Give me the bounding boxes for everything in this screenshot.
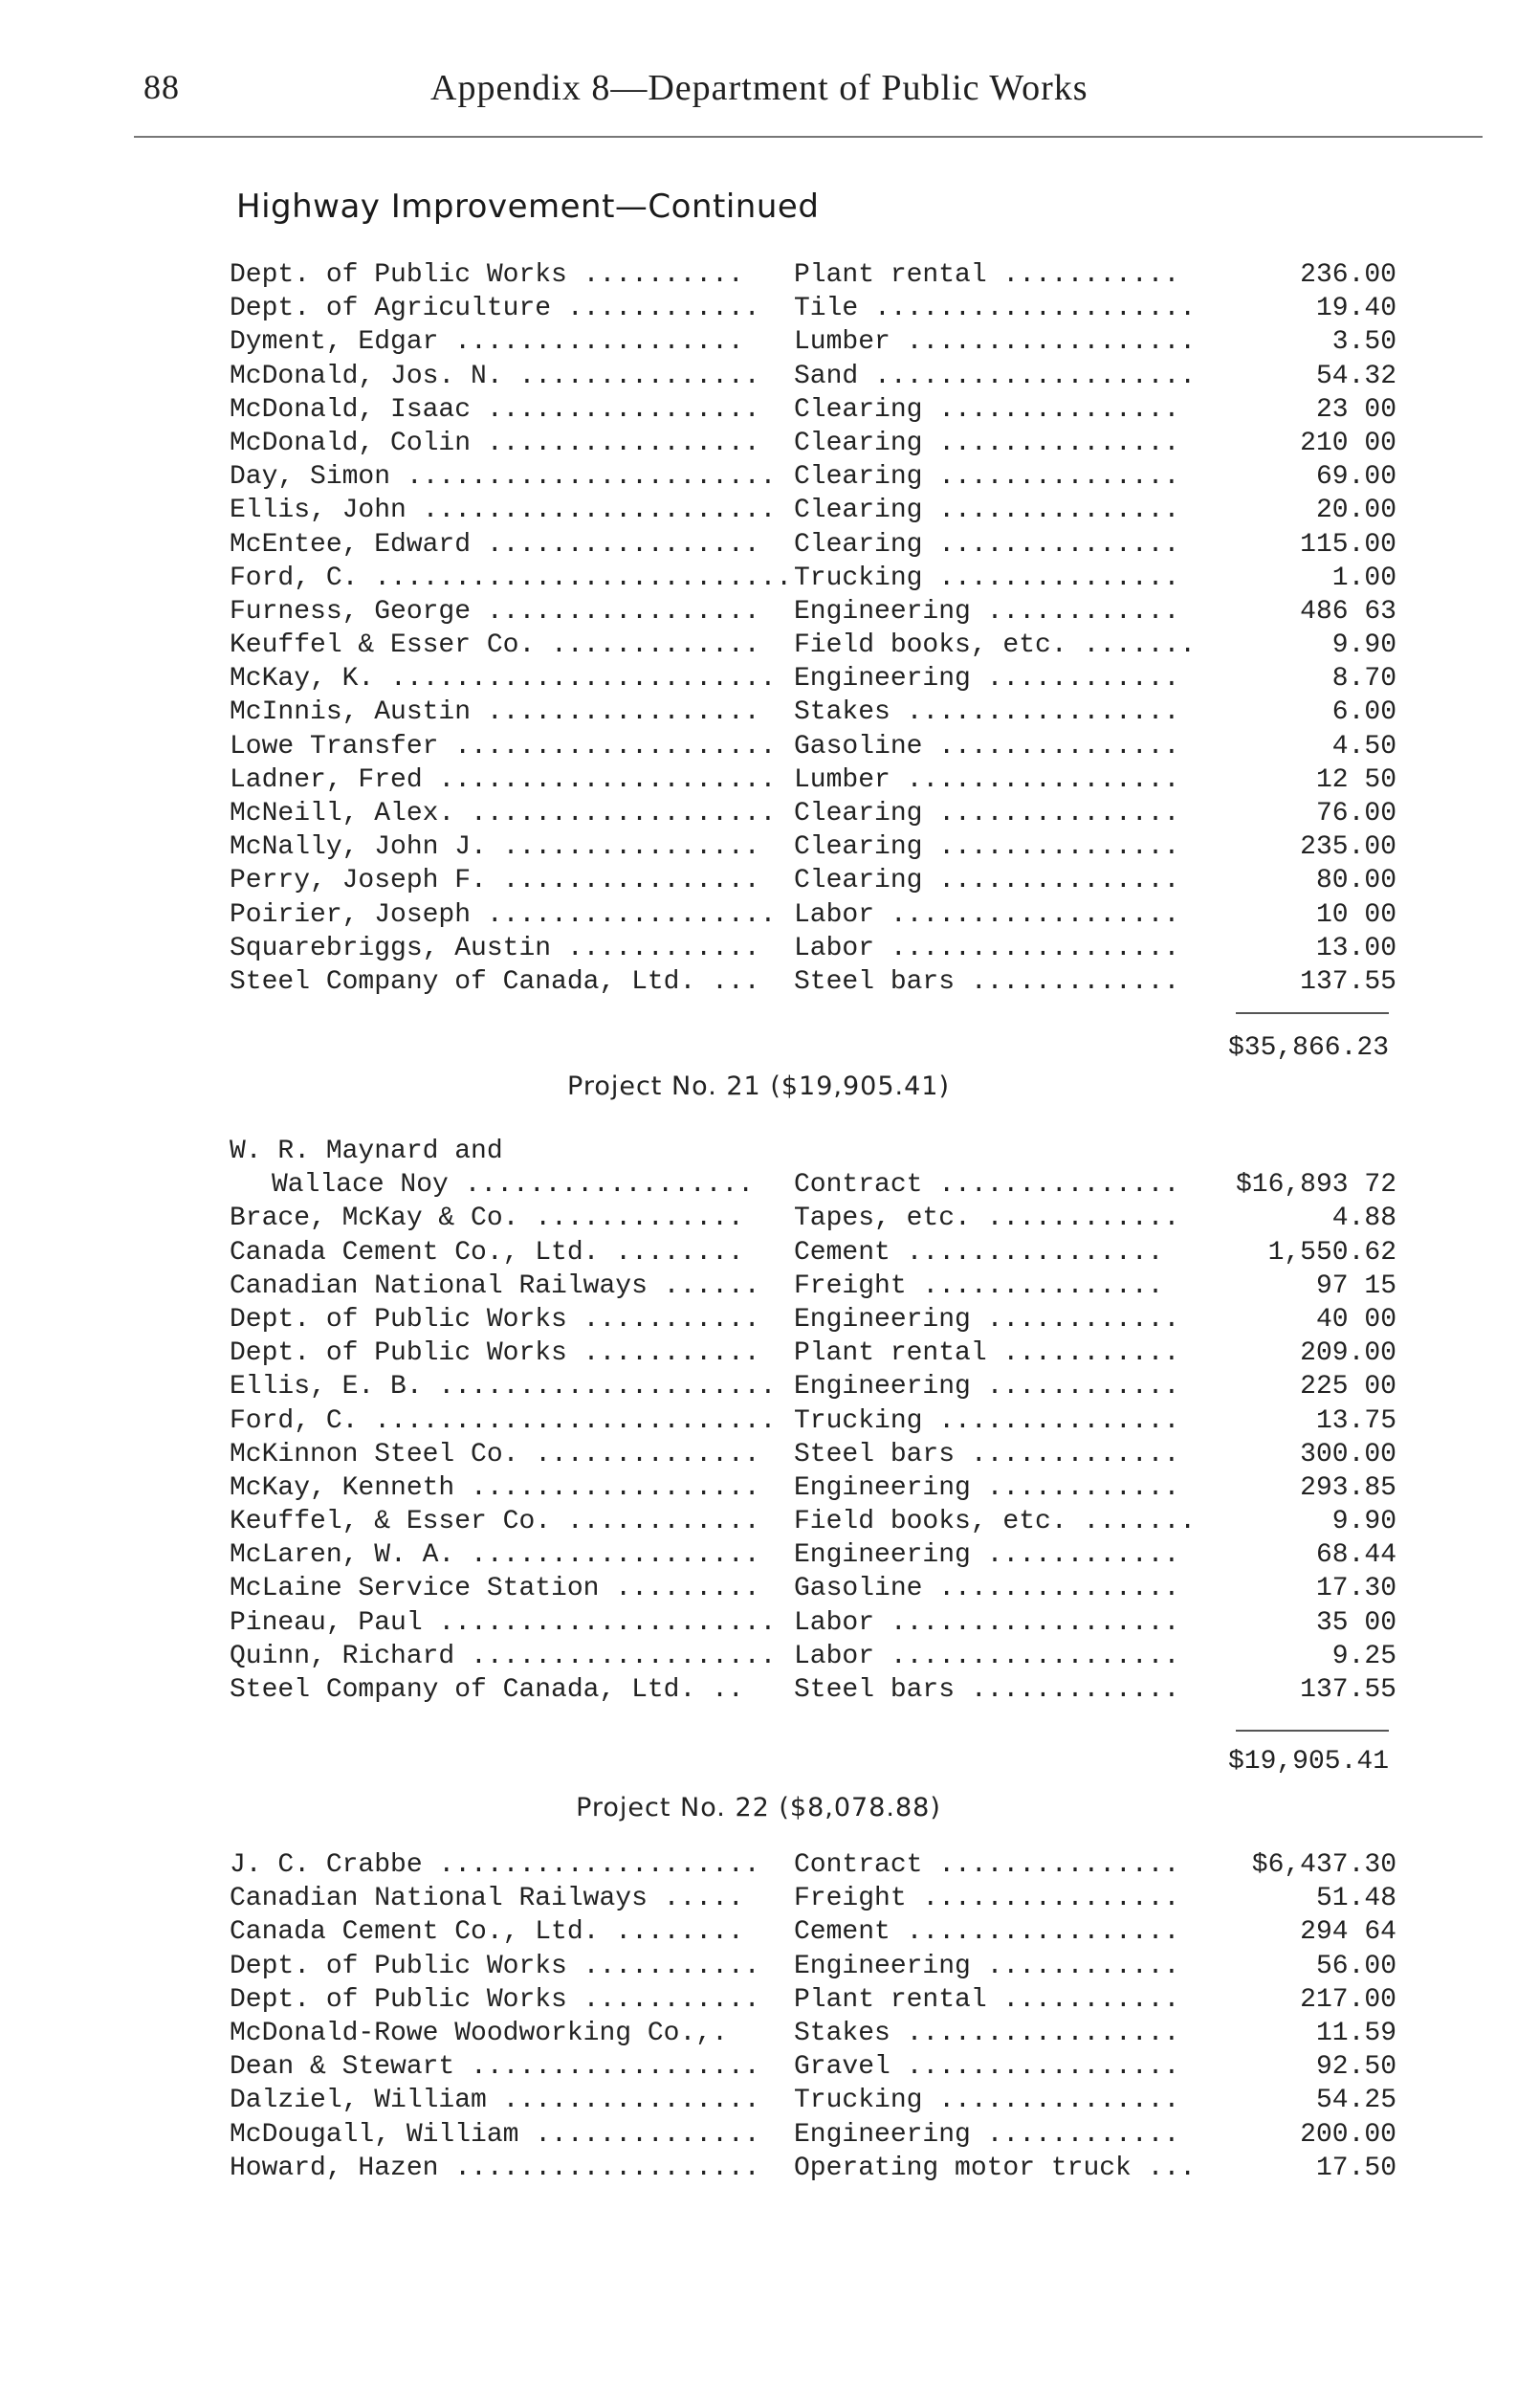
item-amount: 54.32 <box>1315 361 1396 391</box>
payee-name: Keuffel, & Esser Co. ............ <box>230 1507 760 1537</box>
item-description: Engineering ............ <box>794 1372 1180 1403</box>
project-22-heading: Project No. 22 ($8,078.88) <box>576 1793 941 1823</box>
item-amount: 294 64 <box>1300 1917 1396 1948</box>
item-description: Engineering ............ <box>794 2119 1180 2150</box>
item-amount: 236.00 <box>1300 260 1396 290</box>
ledger-row <box>230 1882 1396 1915</box>
item-amount: 69.00 <box>1315 462 1396 493</box>
ledger-row <box>230 460 1396 494</box>
ledger-row <box>230 2152 1396 2185</box>
item-description: Labor .................. <box>794 933 1180 963</box>
payee-name: Dept. of Public Works .......... <box>230 260 744 290</box>
item-amount: 19.40 <box>1315 294 1396 324</box>
payee-name: Quinn, Richard ................... <box>230 1641 777 1671</box>
item-description: Gasoline ............... <box>794 1574 1180 1604</box>
ledger-row <box>230 562 1396 595</box>
section-title: Highway Improvement—Continued <box>236 188 820 226</box>
payee-name: Lowe Transfer .................... <box>230 731 777 762</box>
payee-name: Ladner, Fred ..................... <box>230 764 777 795</box>
running-title: Appendix 8—Department of Public Works <box>430 68 1088 108</box>
item-amount: 13.75 <box>1315 1405 1396 1436</box>
payee-name: Dean & Stewart .................. <box>230 2052 760 2083</box>
item-amount: 115.00 <box>1300 529 1396 560</box>
ledger-row <box>230 696 1396 729</box>
item-description: Plant rental ........... <box>794 1338 1180 1369</box>
item-description: Trucking ............... <box>794 1405 1180 1436</box>
ledger-row <box>230 1168 1396 1202</box>
payee-name: Ellis, E. B. ..................... <box>230 1372 777 1403</box>
ledger-row <box>230 864 1396 897</box>
ledger-row <box>230 528 1396 562</box>
ledger-row <box>230 1404 1396 1438</box>
item-amount: 17.30 <box>1315 1574 1396 1604</box>
item-description: Clearing ............... <box>794 799 1180 828</box>
project-21-heading: Project No. 21 ($19,905.41) <box>567 1071 950 1101</box>
ledger-row <box>230 830 1396 864</box>
ledger-row <box>230 595 1396 629</box>
ledger-row <box>230 662 1396 696</box>
payee-name: Perry, Joseph F. ................ <box>230 866 760 896</box>
total-rule <box>1236 1012 1389 1014</box>
ledger-row <box>230 1950 1396 1983</box>
item-description: Plant rental ........... <box>794 1984 1180 2015</box>
item-amount: 9.90 <box>1331 1507 1396 1537</box>
project-21-total: $19,905.41 <box>1227 1747 1389 1777</box>
item-description: Engineering ............ <box>794 1540 1180 1571</box>
continued-ledger <box>230 258 1396 999</box>
payee-name: McDonald, Isaac ................. <box>230 394 760 425</box>
payee-name: McLaren, W. A. .................. <box>230 1540 760 1571</box>
item-amount: 6.00 <box>1331 697 1396 728</box>
item-amount: 12 50 <box>1315 764 1396 795</box>
item-amount: 235.00 <box>1300 832 1396 863</box>
item-description: Steel bars ............. <box>794 966 1180 997</box>
item-description: Cement ................ <box>794 1237 1164 1268</box>
ledger-row <box>230 1236 1396 1270</box>
item-amount: 8.70 <box>1331 664 1396 695</box>
item-description: Labor .................. <box>794 899 1180 930</box>
payee-name: W. R. Maynard and <box>230 1137 503 1166</box>
item-description: Clearing ............... <box>794 832 1180 863</box>
item-description: Contract ............... <box>794 1170 1180 1201</box>
item-amount: 486 63 <box>1300 596 1396 627</box>
item-amount: 300.00 <box>1300 1439 1396 1469</box>
item-description: Engineering ............ <box>794 1951 1180 1981</box>
ledger-row <box>230 2017 1396 2050</box>
ledger-row <box>230 932 1396 965</box>
item-description: Engineering ............ <box>794 596 1180 627</box>
payee-name: Poirier, Joseph .................. <box>230 899 777 930</box>
ledger-row <box>230 1673 1396 1707</box>
ledger-row <box>230 1505 1396 1538</box>
item-description: Steel bars ............. <box>794 1439 1180 1469</box>
item-amount: 137.55 <box>1300 1675 1396 1705</box>
item-amount: 20.00 <box>1315 496 1396 526</box>
ledger-row <box>230 2084 1396 2117</box>
payee-name: McInnis, Austin ................. <box>230 697 760 728</box>
item-amount: 17.50 <box>1315 2153 1396 2183</box>
payee-name: Dyment, Edgar .................. <box>230 327 744 358</box>
item-amount: 293.85 <box>1300 1472 1396 1503</box>
item-description: Sand .................... <box>794 361 1197 391</box>
payee-name: Dept. of Public Works ........... <box>230 1951 760 1981</box>
item-amount: 1,550.62 <box>1267 1237 1396 1268</box>
item-amount: 68.44 <box>1315 1540 1396 1571</box>
item-amount: 11.59 <box>1315 2018 1396 2048</box>
item-description: Stakes ................. <box>794 697 1180 728</box>
item-amount: 92.50 <box>1315 2052 1396 2083</box>
payee-name: Wallace Noy .................. <box>272 1170 755 1201</box>
ledger-row <box>230 1135 1396 1168</box>
ledger-row <box>230 1337 1396 1370</box>
item-description: Tapes, etc. ............ <box>794 1204 1180 1234</box>
item-description: Lumber ................. <box>794 764 1180 795</box>
item-description: Field books, etc. ....... <box>794 630 1197 661</box>
payee-name: McNeill, Alex. ................... <box>230 799 777 828</box>
ledger-row <box>230 393 1396 427</box>
item-amount: $6,437.30 <box>1251 1850 1396 1880</box>
item-description: Stakes ................. <box>794 2018 1180 2048</box>
payee-name: Keuffel & Esser Co. ............. <box>230 630 760 661</box>
payee-name: Furness, George ................. <box>230 596 760 627</box>
payee-name: Steel Company of Canada, Ltd. .. <box>230 1675 744 1705</box>
item-amount: 13.00 <box>1315 933 1396 963</box>
item-description: Operating motor truck ... <box>794 2153 1197 2183</box>
payee-name: McKinnon Steel Co. .............. <box>230 1439 760 1469</box>
item-amount: 1.00 <box>1331 563 1396 593</box>
header-rule <box>134 136 1483 138</box>
item-amount: 10 00 <box>1315 899 1396 930</box>
payee-name: Pineau, Paul ..................... <box>230 1607 777 1638</box>
item-description: Field books, etc. ....... <box>794 1507 1197 1537</box>
page-number: 88 <box>143 68 180 106</box>
total-rule <box>1236 1730 1389 1732</box>
payee-name: McDonald, Colin ................. <box>230 428 760 458</box>
payee-name: Canada Cement Co., Ltd. ........ <box>230 1917 744 1948</box>
item-description: Steel bars ............. <box>794 1675 1180 1705</box>
item-description: Contract ............... <box>794 1850 1180 1880</box>
ledger-row <box>230 1983 1396 2017</box>
item-description: Labor .................. <box>794 1641 1180 1671</box>
payee-name: Howard, Hazen ................... <box>230 2153 760 2183</box>
ledger-row <box>230 1471 1396 1505</box>
item-description: Clearing ............... <box>794 866 1180 896</box>
item-amount: 80.00 <box>1315 866 1396 896</box>
ledger-row <box>230 730 1396 763</box>
item-description: Clearing ............... <box>794 496 1180 526</box>
payee-name: Canada Cement Co., Ltd. ........ <box>230 1237 744 1268</box>
item-amount: 23 00 <box>1315 394 1396 425</box>
ledger-row <box>230 763 1396 797</box>
item-description: Engineering ............ <box>794 1472 1180 1503</box>
ledger-row <box>230 1438 1396 1471</box>
payee-name: McDougall, William .............. <box>230 2119 760 2150</box>
ledger-row <box>230 360 1396 393</box>
item-description: Freight ............... <box>794 1270 1164 1301</box>
item-amount: 225 00 <box>1300 1372 1396 1403</box>
payee-name: Ford, C. .......................... <box>230 563 793 593</box>
item-description: Labor .................. <box>794 1607 1180 1638</box>
payee-name: Brace, McKay & Co. ............. <box>230 1204 744 1234</box>
item-amount: 40 00 <box>1315 1304 1396 1335</box>
item-amount: 4.88 <box>1331 1204 1396 1234</box>
item-amount: 4.50 <box>1331 731 1396 762</box>
item-amount: 3.50 <box>1331 327 1396 358</box>
payee-name: Dalziel, William ................ <box>230 2086 760 2116</box>
item-description: Cement ................. <box>794 1917 1180 1948</box>
ledger-row <box>230 494 1396 527</box>
payee-name: Canadian National Railways ..... <box>230 1884 744 1914</box>
payee-name: Ford, C. ......................... <box>230 1405 777 1436</box>
item-description: Gravel ................. <box>794 2052 1180 2083</box>
payee-name: McEntee, Edward ................. <box>230 529 760 560</box>
item-description: Lumber .................. <box>794 327 1197 358</box>
ledger-row <box>230 1915 1396 1949</box>
item-amount: 9.25 <box>1331 1641 1396 1671</box>
item-description: Engineering ............ <box>794 1304 1180 1335</box>
payee-name: McKay, Kenneth .................. <box>230 1472 760 1503</box>
item-description: Trucking ............... <box>794 2086 1180 2116</box>
payee-name: McDonald, Jos. N. ............... <box>230 361 760 391</box>
ledger-row <box>230 1370 1396 1403</box>
item-amount: 137.55 <box>1300 966 1396 997</box>
ledger-row <box>230 2118 1396 2152</box>
section-total: $35,866.23 <box>1227 1033 1389 1063</box>
ledger-row <box>230 965 1396 999</box>
item-amount: 97 15 <box>1315 1270 1396 1301</box>
ledger-row <box>230 1303 1396 1337</box>
payee-name: McNally, John J. ................ <box>230 832 760 863</box>
ledger-row <box>230 1538 1396 1572</box>
item-description: Engineering ............ <box>794 664 1180 695</box>
item-amount: 35 00 <box>1315 1607 1396 1638</box>
ledger-row <box>230 1606 1396 1640</box>
item-description: Plant rental ........... <box>794 260 1180 290</box>
payee-name: McDonald-Rowe Woodworking Co.,. <box>230 2018 728 2048</box>
ledger-row <box>230 1848 1396 1882</box>
item-amount: $16,893 72 <box>1235 1170 1396 1201</box>
project-22-ledger <box>230 1848 1396 2185</box>
item-amount: 51.48 <box>1315 1884 1396 1914</box>
ledger-row <box>230 427 1396 460</box>
payee-name: Dept. of Public Works ........... <box>230 1338 760 1369</box>
item-amount: 54.25 <box>1315 2086 1396 2116</box>
item-description: Clearing ............... <box>794 529 1180 560</box>
item-description: Trucking ............... <box>794 563 1180 593</box>
ledger-row <box>230 2050 1396 2084</box>
payee-name: Steel Company of Canada, Ltd. ... <box>230 966 760 997</box>
item-amount: 9.90 <box>1331 630 1396 661</box>
payee-name: Dept. of Agriculture ............ <box>230 294 760 324</box>
item-amount: 200.00 <box>1300 2119 1396 2150</box>
payee-name: Squarebriggs, Austin ............ <box>230 933 760 963</box>
item-description: Tile .................... <box>794 294 1197 324</box>
item-amount: 56.00 <box>1315 1951 1396 1981</box>
payee-name: J. C. Crabbe .................... <box>230 1850 760 1880</box>
item-description: Clearing ............... <box>794 394 1180 425</box>
payee-name: Dept. of Public Works ........... <box>230 1984 760 2015</box>
payee-name: Dept. of Public Works ........... <box>230 1304 760 1335</box>
ledger-row <box>230 629 1396 662</box>
item-amount: 209.00 <box>1300 1338 1396 1369</box>
payee-name: McKay, K. ........................ <box>230 664 777 695</box>
item-description: Clearing ............... <box>794 428 1180 458</box>
item-amount: 210 00 <box>1300 428 1396 458</box>
item-amount: 76.00 <box>1315 799 1396 828</box>
ledger-row <box>230 898 1396 932</box>
ledger-row <box>230 325 1396 359</box>
payee-name: Day, Simon ....................... <box>230 462 777 493</box>
ledger-row <box>230 258 1396 292</box>
page-header <box>0 59 1517 117</box>
ledger-row <box>230 797 1396 830</box>
ledger-row <box>230 292 1396 325</box>
payee-name: McLaine Service Station ......... <box>230 1574 760 1604</box>
item-description: Gasoline ............... <box>794 731 1180 762</box>
item-description: Clearing ............... <box>794 462 1180 493</box>
item-amount: 217.00 <box>1300 1984 1396 2015</box>
payee-name: Ellis, John ...................... <box>230 496 777 526</box>
payee-name: Canadian National Railways ...... <box>230 1270 760 1301</box>
ledger-row <box>230 1202 1396 1235</box>
project-21-ledger <box>230 1135 1396 1707</box>
item-description: Freight ................ <box>794 1884 1180 1914</box>
ledger-row <box>230 1572 1396 1605</box>
ledger-row <box>230 1640 1396 1673</box>
ledger-row <box>230 1270 1396 1303</box>
